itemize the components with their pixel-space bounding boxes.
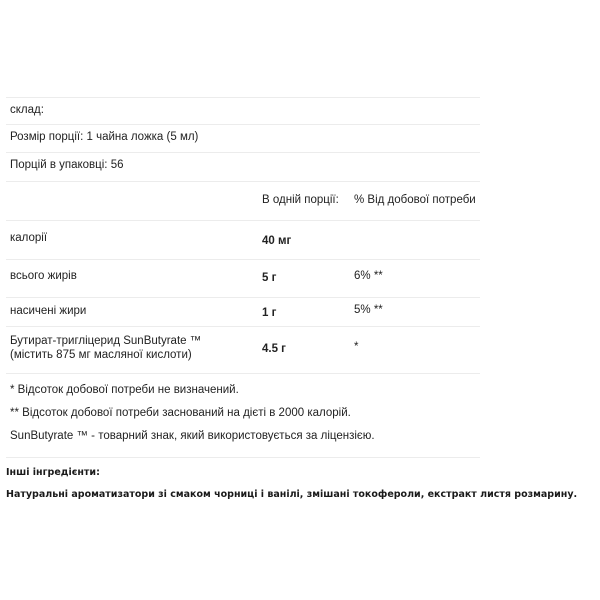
divider — [6, 297, 480, 298]
divider — [6, 259, 480, 260]
nutrient-name: всього жирів — [10, 270, 77, 282]
nutrient-amount: 40 мг — [262, 235, 292, 247]
divider — [6, 181, 480, 182]
nutrient-amount: 1 г — [262, 307, 277, 319]
other-ingredients-text: Натуральні ароматизатори зі смаком чорниці і ванілі, змішані токофероли, екстракт листя розмарину. — [6, 489, 578, 500]
nutrient-name: насичені жири — [10, 305, 87, 317]
nutrient-name: калорії — [10, 232, 48, 244]
divider — [6, 373, 480, 374]
footnote: ** Відсоток добової потреби заснований на дієті в 2000 калорій. — [10, 407, 351, 419]
footnote: * Відсоток добової потреби не визначений. — [10, 384, 239, 396]
serving-size: Розмір порції: 1 чайна ложка (5 мл) — [10, 131, 199, 143]
nutrient-dv: 5% ** — [354, 304, 383, 316]
other-ingredients-heading: Інші інгредієнти: — [6, 467, 100, 478]
divider — [6, 124, 480, 125]
divider — [6, 220, 480, 221]
divider — [6, 326, 480, 327]
divider — [6, 97, 480, 98]
divider — [6, 457, 480, 458]
nutrient-dv: 6% ** — [354, 270, 383, 282]
footnote: SunButyrate ™ - товарний знак, який використовується за ліцензією. — [10, 430, 375, 442]
nutrient-dv: * — [354, 341, 359, 353]
nutrient-amount: 5 г — [262, 272, 277, 284]
servings-per-container: Порцій в упаковці: 56 — [10, 159, 124, 171]
column-header-daily-value: % Від добової потреби — [354, 194, 476, 206]
nutrient-name: Бутират-тригліцерид SunButyrate ™ (містить 875 мг масляної кислоти) — [10, 335, 202, 361]
column-header-per-serving: В одній порції: — [262, 194, 339, 206]
facts-heading: склад: — [10, 104, 44, 116]
divider — [6, 152, 480, 153]
nutrient-amount: 4.5 г — [262, 343, 286, 355]
